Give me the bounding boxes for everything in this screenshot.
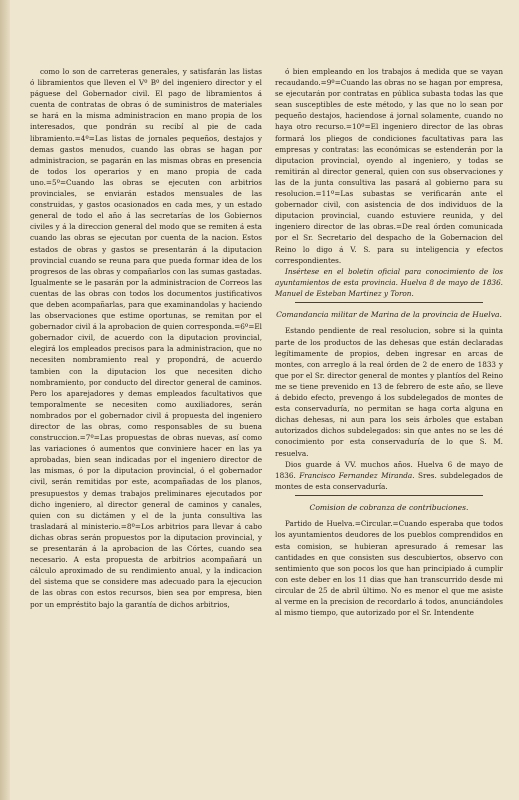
section-title-comandancia: Comandancia militar de Marina de la provincia de Huelva. [276,309,502,319]
right-column [275,66,503,618]
left-column-text: como lo son de carreteras generales, y satisfarán las listas ó libramientos que lleven el Vº Bº del ingeniero director y el páguese del Gobernador civil. El pago de libramientos á cuenta de contratas de obras ó de suministros de materiales se hará en la misma administracion en mano propia de los interesados, que pondrán su recibí al pie de cada libramiento.=4º=Las listas de jornales pequeños, destajos y demas gastos menudos, cuando las obras se hagan por administracion, se pagarán en las mismas obras en presencia de todos los operarios y en mano propia de cada uno.=5º=Cuando las obras se ejecuten con arbitrios provinciales, se enviarán estados mensuales de las construidas, y gastos ocasionados en cada mes, y un estado general de todo el año á las secretarías de los Gobiernos civiles y á la direccion general del modo que se remiten á esta cuando las obras se ejecutan por cuenta de la nacion. Estos estados de obras y gastos se presentarán á la diputacion provincial cuando se reuna para que pueda formar idea de los progresos de las obras y compañarlos con las sumas gastadas. Igualmente se le pasarán por la administracion de Correos las cuentas de las obras con todos los documentos justificativos que deben acompañarlas, para que examinandolas y haciendo las observaciones que estime oportunas, se remitan por el gobernador civil á la aprobacion de quien corresponda.=6º=El gobernador civil, de acuerdo con la diputacion provincial, elegirá los empleados precisos para la administracion, que no necesiten nombramiento real y propondrá, de acuerdo tambien con la diputacion los que necesiten dicho nombramiento, por conducto del director general de caminos. Pero los aparejadores y demas empleados facultativos que temporalmente se necesiten como auxiliadores, serán nombrados por el gobernador civil á propuesta del ingeniero director de las obras, como responsables de su buena construccion.=7º=Las propuestas de obras nuevas, así como las variaciones ó aumentos que conviniere hacer en las ya aprobadas, bien sean indicadas por el ingeniero director de las mismas, ó por la diputacion provincial, ó el gobernador civil, serán remitidas por este, acompañadas de los planos, presupuestos y demas trabajos preliminares ejecutados por dicho ingeniero, al director general de caminos y canales, quien con su dictámen y el de la junta consultiva las trasladará al ministerio.=8º=Los arbitrios para llevar á cabo dichas obras serán propuestos por la diputacion provincial, y se presentarán á la aprobacion de las Córtes, cuando sea necesario. A esta propuesta de arbitrios acompañará un cálculo aproximado de su rendimiento anual, y la indicacion del sistema que se considere mas adecuado para la ejecucion de las obras con estos recursos, bien sea por empresa, bien por un empréstito bajo la garantía de dichos arbitrios, [30,67,262,609]
insertese-paragraph [275,266,503,299]
page-binding-edge [0,0,10,800]
continuation-paragraph: ó bien empleando en los trabajos á medida que se vayan recaudando.=9º=Cuando las obras no se hagan por empresa, se ejecutarán por contratas en pública subasta todas las que sean susceptibles de este método, y las que no lo sean por pequeño destajos, haciendose á jornal solamente, cuando no haya otro recurso.=10º=El ingeniero director de las obras formará los pliegos de condiciones facultativas para las empresas y contratas: las económicas se estenderán por la diputacion provincial, oyendo al ingeniero, y todas se remitirán al director general, quien con sus observaciones y las de la junta consultiva las pasará al gobierno para su resolucion.=11º=Las subastas se verificarán ante el gobernador civil, con asistencia de dos individuos de la diputacion provincial, cuando estuviere reunida, y del ingeniero director de las obras.=De real órden comunicada por el Sr. Secretario del despacho de la Gobernacion del Reino lo digo á V. S. para su inteligencia y efectos correspondientes. [275,67,503,265]
section-title-cobranza: Comision de cobranza de contribuciones. [309,502,469,512]
section-divider [295,495,483,496]
section-divider [295,302,483,303]
insertese-signature: Manuel de Esteban Martinez y Toron. [275,288,414,298]
insertese-text: Insértese en el boletin oficial para conocimiento de los ayuntamientos de esta provincia. Huelva 8 de mayo de 1836. [275,266,503,287]
closing-addressee: Sres. subdelegados de montes de esta conservaduría. [275,470,503,491]
closing-signature: Francisco Fernandez Miranda. [299,470,415,480]
section-body-cobranza: Partido de Huelva.=Circular.=Cuando esperaba que todos los ayuntamientos deudores de los pueblos comprendidos en esta comision, se hubieran apresurado á remesar las cantidades en que consisten sus descubiertos, observo con sentimiento que son pocos los que han principiado á cumplir con este deber en los 11 dias que han transcurrido desde mi circular de 25 de abril último. No es menor el que me asiste al verme en la precision de recordarlo á todos, anunciándoles al mismo tiempo, que autorizado por el Sr. Intendente [275,519,503,618]
left-column [30,66,262,610]
section-closing-comandancia [275,459,503,492]
closing-text: Dios guarde á VV. muchos años. Huelva 6 de mayo de 1836. [275,459,503,480]
section-body-comandancia: Estando pendiente de real resolucion, sobre si la quinta parte de los productos de las dehesas que están declaradas legítimamente de propios, deben ingresar en arcas de montes, con arreglo á la real órden de 2 de enero de 1833 y que por el Sr. director general de montes y plantíos del Reino me se tiene prevenido en 13 de febrero de este año, se lleve á debido efecto, prevengo á los subdelegados de montes de esta conservaduría, no permitan se haga corta alguna en dichas dehesas, ni aun para los seis árboles que estaban autorizados dichos subdelegados: sin que antes no se les dé conocimiento por esta conservaduría de lo que S. M. resuelva. [275,326,503,458]
